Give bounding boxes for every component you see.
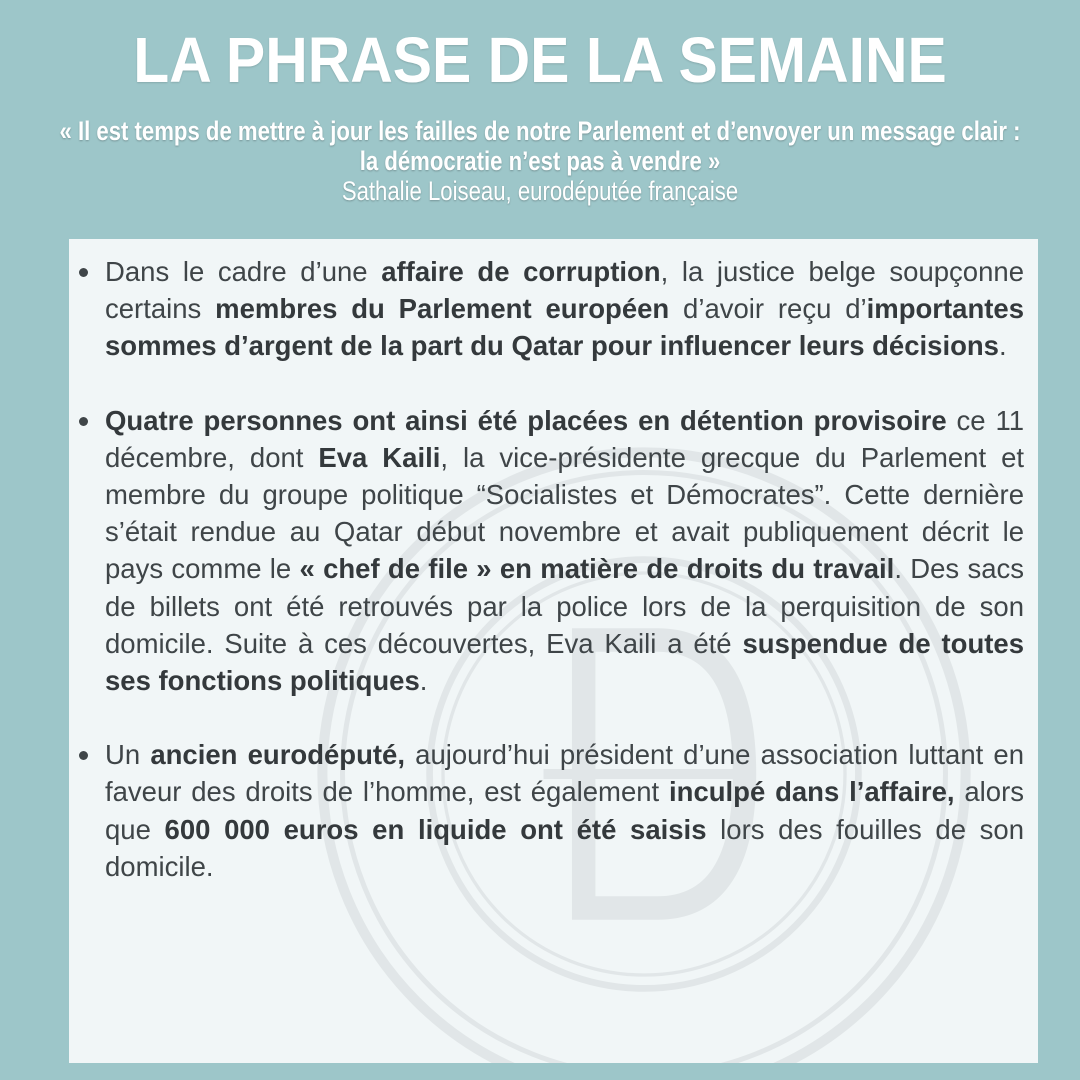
- bullet-bold-text: « chef de file » en matière de droits du travail: [299, 553, 895, 585]
- bullet-text: , la justice belge soupçonne certains: [105, 256, 1024, 325]
- bullet-dot-icon: [79, 417, 88, 426]
- content-panel: [69, 239, 1038, 1063]
- bullet-text: Dans le cadre d’une: [105, 256, 382, 287]
- bullet-text: .: [998, 330, 1007, 362]
- bullet-bold-text: Eva Kaili: [318, 441, 441, 473]
- bullet-dot-icon: [79, 751, 88, 760]
- bullet-bold-text: suspendue de toutes ses fonctions politiques: [105, 627, 1024, 697]
- page-title: LA PHRASE DE LA SEMAINE: [133, 24, 947, 96]
- bullet-dot-icon: [79, 268, 88, 277]
- bullet-bold-text: 600 000 euros en liquide ont été saisis: [164, 813, 707, 845]
- quote-author: Sathalie Loiseau, eurodéputée française: [341, 176, 739, 206]
- bullet-bold-text: Quatre personnes ont ainsi été placées en détention provisoire: [105, 404, 947, 436]
- quote-block: [59, 116, 1021, 206]
- bullet-bold-text: affaire de corruption: [381, 256, 661, 287]
- bullet-text: d’avoir reçu d’: [669, 293, 867, 325]
- bullet-text: aujourd’hui président d’une association luttant en faveur des droits de l’homme, est également: [105, 739, 1024, 808]
- bullet-text: . Des sacs de billets ont été retrouvés par la police lors de la perquisition de son domicile. Suite à ces découvertes, Eva Kaili a été: [105, 553, 1024, 659]
- bullet-item: [69, 402, 1038, 700]
- bullet-bold-text: inculpé dans l’affaire,: [669, 776, 955, 808]
- bullet-item: [69, 253, 1038, 365]
- bullet-bold-text: ancien eurodéputé,: [150, 739, 405, 771]
- bullet-item: [69, 736, 1038, 885]
- bullet-text: ce 11 décembre, dont: [105, 404, 1024, 473]
- bullet-bold-text: membres du Parlement européen: [215, 293, 670, 325]
- bullet-text: lors des fouilles de son domicile.: [105, 813, 1024, 882]
- bullet-text: .: [419, 665, 428, 697]
- bullet-text: , la vice-présidente grecque du Parlement et membre du groupe politique “Socialistes et Démocrates”. Cette dernière s’était rendue au Qatar début novembre et avait publiquement décrit le pays comme le: [105, 441, 1024, 585]
- bullet-text: Un: [105, 739, 151, 771]
- bullet-text: alors que: [105, 776, 1024, 845]
- header: [0, 0, 1080, 230]
- bullet-list: [69, 253, 1038, 922]
- quote-text: « Il est temps de mettre à jour les failles de notre Parlement et d’envoyer un message clair : la démocratie n’est pas à vendre »: [59, 116, 1021, 176]
- bullet-bold-text: importantes sommes d’argent de la part du Qatar pour influencer leurs décisions: [105, 293, 1024, 362]
